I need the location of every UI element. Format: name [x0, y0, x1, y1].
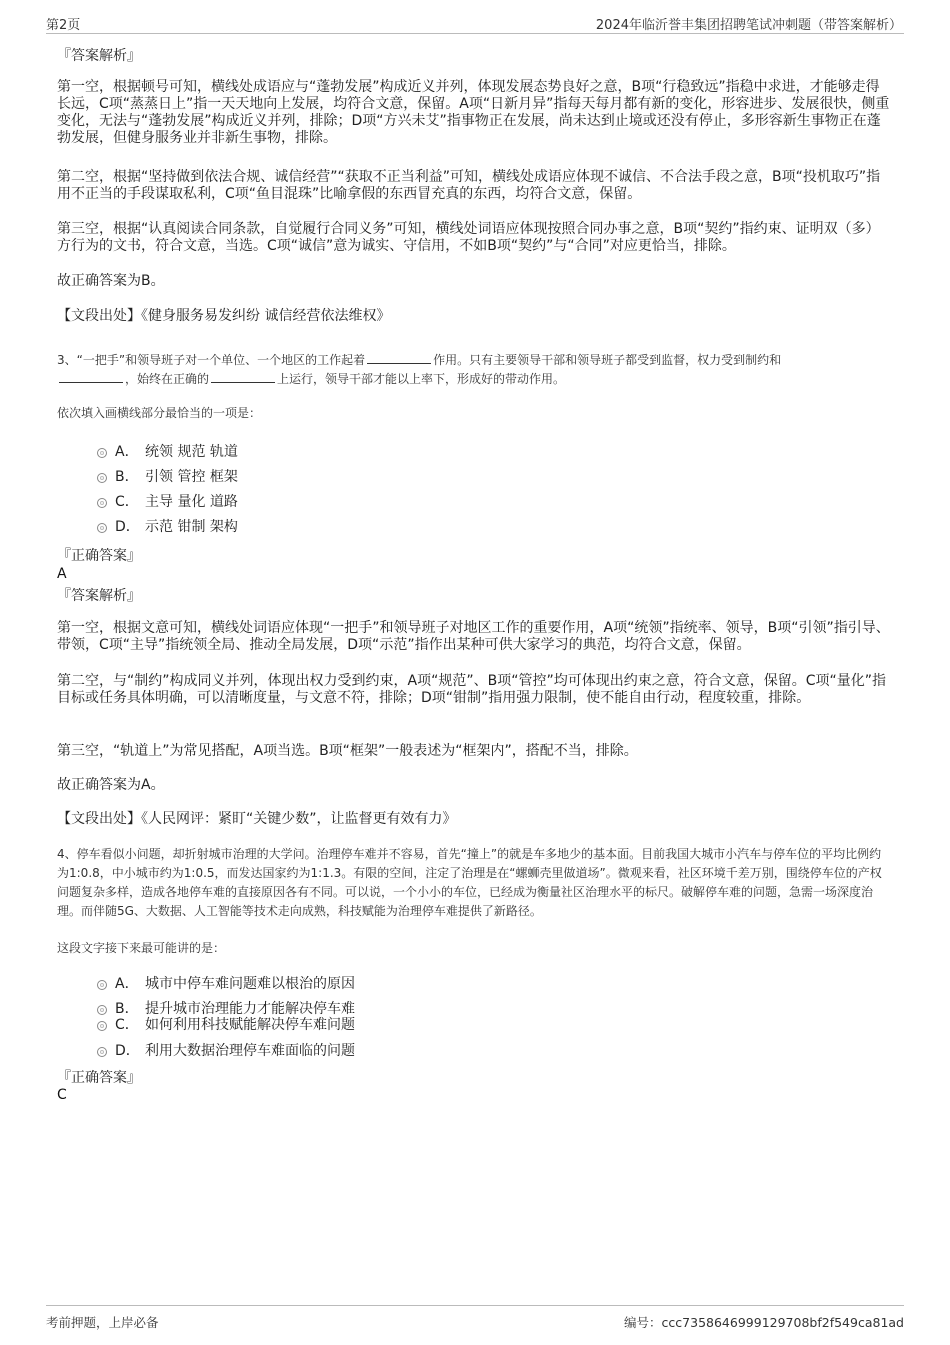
radio-icon[interactable]: [97, 1021, 107, 1031]
q2-analysis-para-2: 第二空，根据“坚持做到依法合规、诚信经营”“获取不正当利益”可知，横线处成语应体现不诚信、不合法手段之意，B项“投机取巧”指用不正当的手段谋取私利，C项“鱼目混珠”比喻拿假的东西冒充真的东西，均符合文意，保留。: [57, 169, 881, 202]
radio-icon[interactable]: [97, 523, 107, 533]
page-header: [46, 13, 904, 34]
q2-analysis-para-1: 第一空，根据顿号可知，横线处成语应与“蓬勃发展”构成近义并列，体现发展态势良好之意，B项“行稳致远”指稳中求进，才能够走得长远，C项“蒸蒸日上”指一天天地向上发展，均符合文意，保留。A项“日新月异”指每天每月都有新的变化，形容进步、发展很快，侧重变化，无法与“蓬勃发展”构成近义并列，排除；D项“方兴未艾”指事物正在发展，尚未达到止境或还没有停止，多形容新生事物正在蓬勃发展，但健身服务业并非新生事物，排除。: [57, 79, 890, 146]
footer-slogan: 考前押题，上岸必备: [46, 1315, 159, 1330]
q3-analysis-para-2: 第二空，与“制约”构成同义并列，体现出权力受到约束，A项“规范”、B项“管控”均可体现出约束之意，符合文意，保留。C项“量化”指目标或任务具体明确，可以清晰度量，与文意不符，排除；D项“钳制”指用强力限制，使不能自由行动，程度较重，排除。: [57, 673, 886, 706]
q2-answer-conclusion: 故正确答案为B。: [57, 273, 165, 289]
blank-1: [367, 351, 431, 364]
q4-prompt: 这段文字接下来最可能讲的是：: [57, 941, 226, 955]
q2-source: 【文段出处】《健身服务易发纠纷 诚信经营依法维权》: [57, 308, 391, 324]
q3-analysis-para-1: 第一空，根据文意可知，横线处词语应体现“一把手”和领导班子对地区工作的重要作用，A项“统领”指统率、领导，B项“引领”指引导、带领，C项“主导”指统领全局、推动全局发展，D项“示范”指作出某种可供大家学习的典范，均符合文意，保留。: [57, 620, 890, 653]
document-id: 编号：ccc7358646999129708bf2f549ca81ad: [624, 1315, 904, 1330]
q4-correct-answer: C: [57, 1087, 67, 1103]
q3-source: 【文段出处】《人民网评：紧盯“关键少数”，让监督更有效有力》: [57, 811, 457, 827]
q4-question-text: 4、停车看似小问题，却折射城市治理的大学问。治理停车难并不容易，首先“撞上”的就是车多地少的基本面。目前我国大城市小汽车与停车位的平均比例约为1:0.8，中小城市约为1:0.5，而发达国家约为1:1.3。有限的空间，注定了治理是在“螺蛳壳里做道场”。微观来看，社区环境千差万别，围绕停车位的产权问题复杂多样，造成各地停车难的直接原因各有不同。可以说，一个小小的车位，已经成为衡量社区治理水平的标尺。破解停车难的问题，急需一场深度治理。而伴随5G、大数据、人工智能等技术走向成熟，科技赋能为治理停车难提供了新路径。: [57, 847, 882, 918]
radio-icon[interactable]: [97, 1005, 107, 1015]
q4-answer-label: 『正确答案』: [57, 1070, 141, 1086]
q3-analysis-label: 『答案解析』: [57, 588, 141, 604]
blank-3: [211, 370, 275, 383]
radio-icon[interactable]: [97, 473, 107, 483]
q3-analysis-para-3: 第三空，“轨道上”为常见搭配，A项当选。B项“框架”一般表述为“框架内”，搭配不当，排除。: [57, 743, 638, 759]
q3-answer-conclusion: 故正确答案为A。: [57, 777, 165, 793]
q3-answer-label: 『正确答案』: [57, 548, 141, 564]
radio-icon[interactable]: [97, 448, 107, 458]
q3-prompt: 依次填入画横线部分最恰当的一项是：: [57, 406, 262, 420]
q2-analysis-para-3: 第三空，根据“认真阅读合同条款，自觉履行合同义务”可知，横线处词语应体现按照合同办事之意，B项“契约”指约束、证明双（多）方行为的文书，符合文意，当选。C项“诚信”意为诚实、守信用，不如B项“契约”与“合同”对应更恰当，排除。: [57, 221, 880, 254]
radio-icon[interactable]: [97, 980, 107, 990]
radio-icon[interactable]: [97, 1047, 107, 1057]
q3-correct-answer: A: [57, 566, 67, 582]
radio-icon[interactable]: [97, 498, 107, 508]
document-title: 2024年临沂誉丰集团招聘笔试冲刺题（带答案解析）: [595, 18, 902, 33]
page-footer: [46, 1305, 904, 1328]
page-number: 第2页: [46, 18, 81, 33]
q3-question-text: 3、“一把手”和领导班子对一个单位、一个地区的工作起着 作用。只有主要领导干部和领导班子都受到监督，权力受到制约和 ，始终在正确的 上运行，领导干部才能以上率下，形成好的带动作用。: [57, 353, 782, 386]
q2-analysis-label: 『答案解析』: [57, 48, 141, 64]
blank-2: [59, 370, 123, 383]
